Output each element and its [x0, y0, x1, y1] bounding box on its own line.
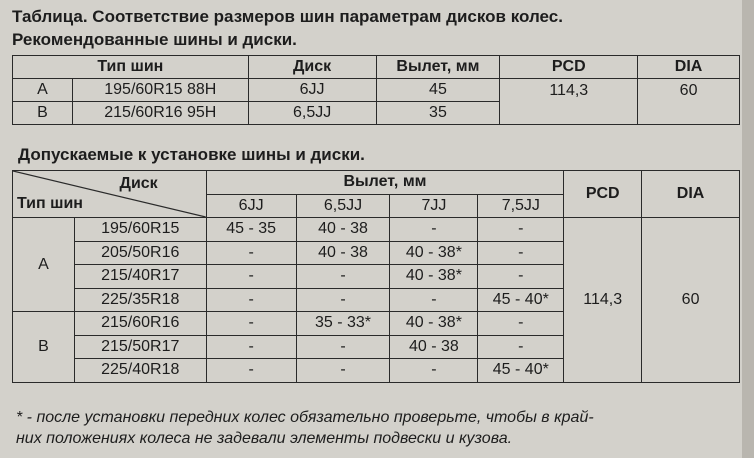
header-dia: DIA — [638, 56, 740, 79]
offset-cell: - — [478, 218, 564, 242]
disk-size: 6JJ — [248, 79, 376, 102]
dia-value: 60 — [638, 79, 740, 125]
offset-cell: - — [478, 335, 564, 359]
offset-cell: - — [478, 241, 564, 265]
offset-cell: 40 - 38* — [390, 241, 478, 265]
disk-size-header: 6,5JJ — [296, 194, 390, 218]
header-tire-type: Тип шин — [13, 56, 249, 79]
footnote-line: * - после установки передних колес обязательно проверьте, чтобы в край- — [16, 409, 594, 426]
tire-size: 225/40R18 — [74, 359, 206, 383]
allowed-section-title: Допускаемые к установке шины и диски. — [18, 145, 365, 164]
disk-size: 6,5JJ — [248, 102, 376, 125]
table-header-row — [13, 56, 740, 79]
offset-cell: 40 - 38 — [296, 241, 390, 265]
offset-cell: - — [296, 335, 390, 359]
tire-size: 225/35R18 — [74, 288, 206, 312]
header-pcd: PCD — [564, 171, 642, 218]
page-edge — [742, 0, 754, 458]
tire-size: 215/60R16 — [74, 312, 206, 336]
offset-cell: - — [206, 312, 296, 336]
offset-cell: - — [390, 288, 478, 312]
offset-value: 45 — [376, 79, 500, 102]
offset-cell: - — [296, 265, 390, 289]
tire-size: 215/60R16 95H — [72, 102, 248, 125]
offset-value: 35 — [376, 102, 500, 125]
pcd-value: 114,3 — [500, 79, 638, 125]
header-offset: Вылет, мм — [376, 56, 500, 79]
header-offset: Вылет, мм — [206, 171, 564, 195]
footnote-line: них положениях колеса не задевали элементы подвески и кузова. — [16, 430, 513, 447]
header-dia: DIA — [642, 171, 740, 218]
offset-cell: - — [206, 265, 296, 289]
table-row — [13, 218, 740, 242]
offset-cell: - — [296, 359, 390, 383]
offset-cell: 45 - 35 — [206, 218, 296, 242]
pcd-value: 114,3 — [564, 218, 642, 383]
disk-size-header: 7JJ — [390, 194, 478, 218]
tire-size: 215/40R17 — [74, 265, 206, 289]
offset-cell: - — [390, 359, 478, 383]
diag-tire-type-label: Тип шин — [17, 195, 83, 212]
offset-cell: - — [206, 335, 296, 359]
offset-cell: 40 - 38* — [390, 312, 478, 336]
table-header-row — [13, 171, 740, 195]
group-label: A — [13, 79, 73, 102]
group-label: B — [13, 312, 75, 383]
offset-cell: - — [206, 241, 296, 265]
table-row — [13, 79, 740, 102]
offset-cell: - — [478, 312, 564, 336]
header-pcd: PCD — [500, 56, 638, 79]
offset-cell: 45 - 40* — [478, 288, 564, 312]
disk-size-header: 6JJ — [206, 194, 296, 218]
offset-cell: 35 - 33* — [296, 312, 390, 336]
offset-cell: 40 - 38* — [390, 265, 478, 289]
tire-size: 205/50R16 — [74, 241, 206, 265]
group-label: A — [13, 218, 75, 312]
recommended-table — [12, 55, 740, 125]
offset-cell: 40 - 38 — [390, 335, 478, 359]
offset-cell: - — [296, 288, 390, 312]
offset-cell: 45 - 40* — [478, 359, 564, 383]
offset-cell: - — [478, 265, 564, 289]
diagonal-header-cell — [13, 171, 207, 218]
header-disk: Диск — [248, 56, 376, 79]
tire-size: 195/60R15 — [74, 218, 206, 242]
offset-cell: 40 - 38 — [296, 218, 390, 242]
tire-size: 195/60R15 88H — [72, 79, 248, 102]
offset-cell: - — [390, 218, 478, 242]
tire-size: 215/50R17 — [74, 335, 206, 359]
offset-cell: - — [206, 288, 296, 312]
disk-size-header: 7,5JJ — [478, 194, 564, 218]
footnote — [16, 407, 746, 449]
diag-disk-label: Диск — [119, 175, 158, 192]
group-label: B — [13, 102, 73, 125]
dia-value: 60 — [642, 218, 740, 383]
allowed-table — [12, 170, 740, 383]
recommended-section-title: Рекомендованные шины и диски. — [12, 30, 297, 49]
offset-cell: - — [206, 359, 296, 383]
table-title: Таблица. Соответствие размеров шин параметрам дисков колес. — [12, 7, 563, 26]
